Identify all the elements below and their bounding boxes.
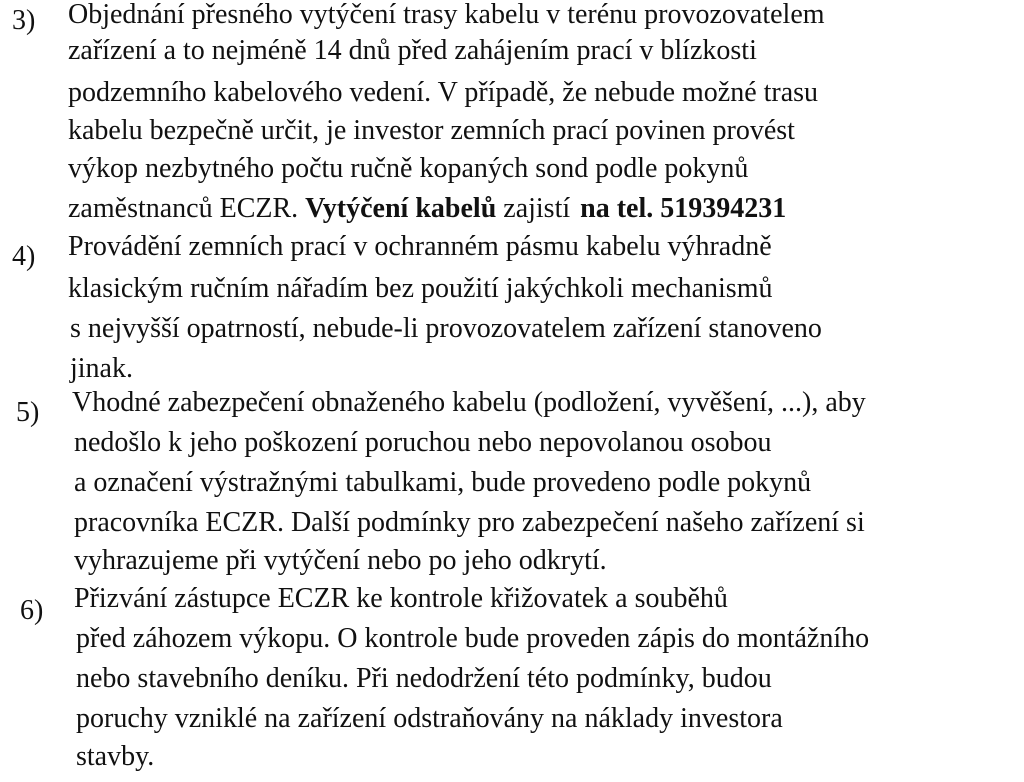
item-text-line: vyhrazujeme při vytýčení nebo po jeho odkrytí. — [74, 545, 607, 576]
item-text-line: kabelu bezpečně určit, je investor zemních prací povinen provést — [68, 115, 795, 146]
item-text-line: Provádění zemních prací v ochranném pásmu kabelu výhradně — [68, 231, 772, 262]
item-text-line: pracovníka ECZR. Další podmínky pro zabezpečení našeho zařízení si — [74, 507, 865, 538]
item-text-line: Vhodné zabezpečení obnaženého kabelu (podložení, vyvěšení, ...), aby — [72, 387, 866, 418]
item-number: 6) — [20, 595, 44, 626]
item-text-line: výkop nezbytného počtu ručně kopaných sond podle pokynů — [68, 153, 749, 184]
item-number: 5) — [16, 397, 40, 428]
phone-number: na tel. 519394231 — [580, 193, 787, 224]
item-text-line: nebo stavebního deníku. Při nedodržení této podmínky, budou — [76, 663, 772, 694]
plain-text: zajistí — [503, 193, 571, 224]
item-text-line: jinak. — [70, 353, 133, 384]
item-text-line: s nejvyšší opatrností, nebude-li provozovatelem zařízení stanoveno — [70, 313, 822, 344]
item-text-line: klasickým ručním nářadím bez použití jakýchkoli mechanismů — [68, 273, 773, 304]
item-text-line: stavby. — [76, 741, 155, 772]
item-text-line: nedošlo k jeho poškození poruchou nebo nepovolanou osobou — [74, 427, 772, 458]
bold-text: Vytýčení kabelů — [305, 193, 497, 224]
item-number: 3) — [12, 5, 36, 36]
item-text-line: poruchy vzniklé na zařízení odstraňovány na náklady investora — [76, 703, 783, 734]
item-text-line: Objednání přesného vytýčení trasy kabelu v terénu provozovatelem — [68, 0, 825, 30]
item-text-line: zařízení a to nejméně 14 dnů před zahájením prací v blízkosti — [68, 35, 757, 66]
item-text-line: před záhozem výkopu. O kontrole bude proveden zápis do montážního — [76, 623, 870, 654]
item-text-line: Přizvání zástupce ECZR ke kontrole křižovatek a souběhů — [74, 583, 728, 614]
plain-text: zaměstnanců ECZR. — [68, 193, 299, 224]
item-text-line: a označení výstražnými tabulkami, bude provedeno podle pokynů — [74, 467, 812, 498]
item-number: 4) — [12, 241, 36, 272]
item-text-line-mixed — [68, 194, 786, 224]
item-text-line: podzemního kabelového vedení. V případě, že nebude možné trasu — [68, 77, 819, 108]
